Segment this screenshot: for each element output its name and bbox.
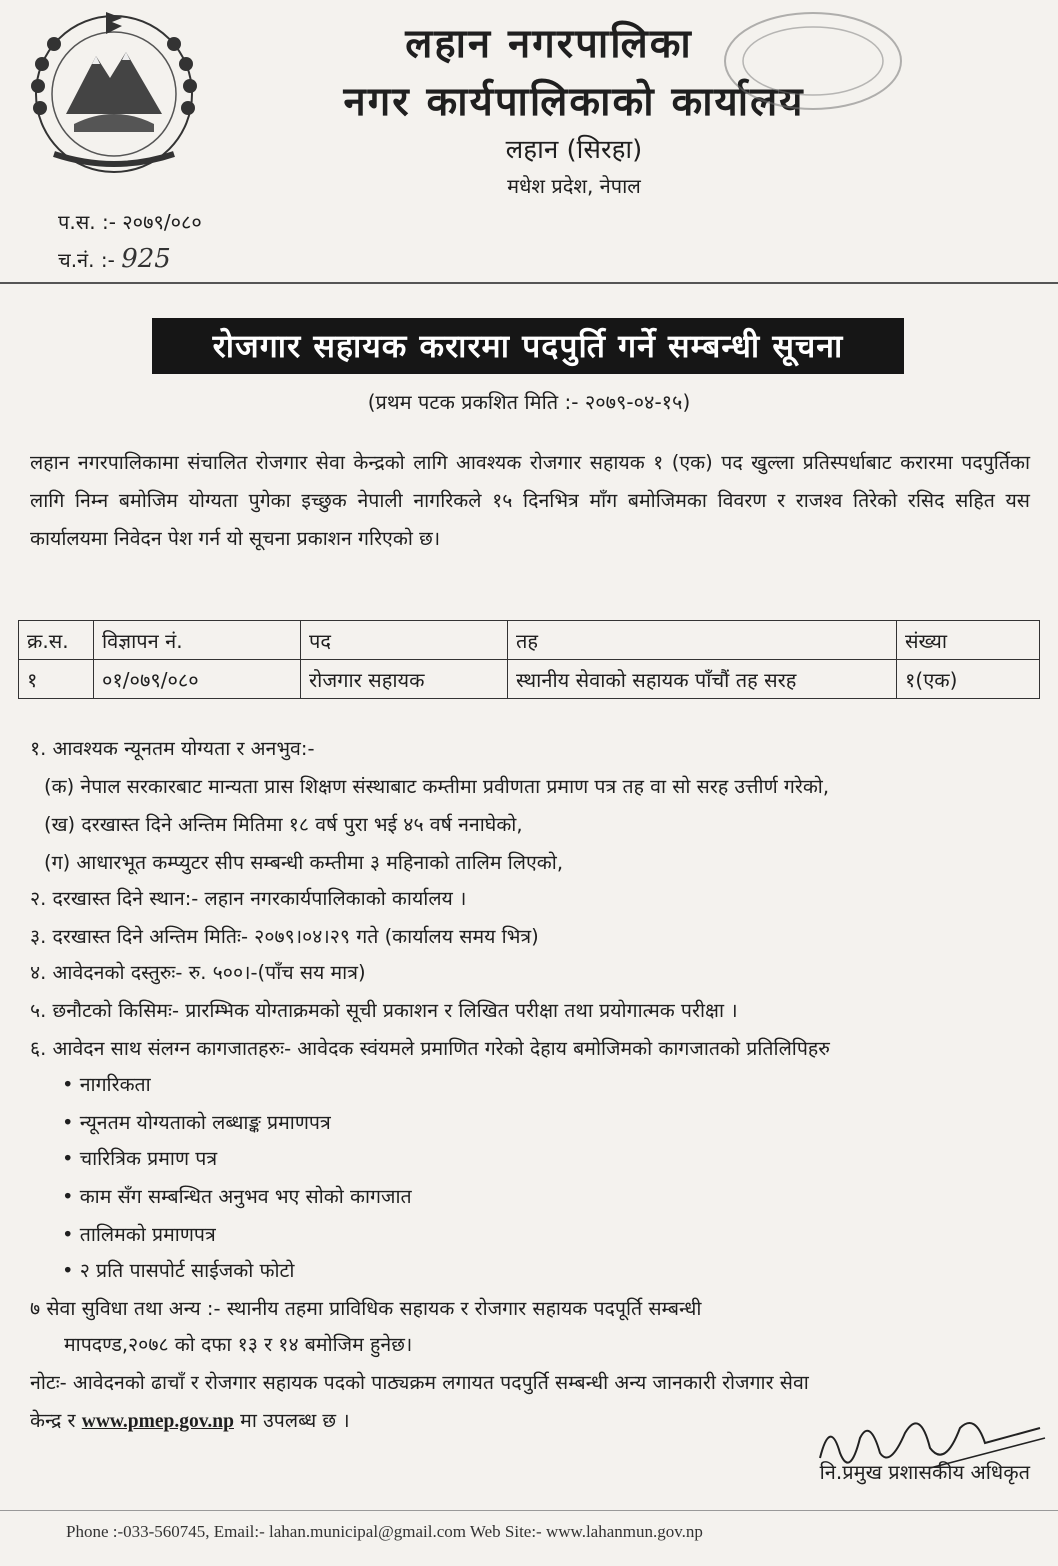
table-cell: ०१/०७९/०८० xyxy=(94,660,301,699)
table-cell: १ xyxy=(19,660,94,699)
header-cell: तह xyxy=(508,621,897,660)
reference-ps xyxy=(58,208,202,235)
cn-label: च.नं. :- xyxy=(58,248,122,272)
contact-footer: Phone :-033-560745, Email:- lahan.municipal@gmail.com Web Site:- www.lahanmun.gov.np xyxy=(66,1522,703,1541)
table-cell: रोजगार सहायक xyxy=(301,660,508,699)
doc-item: • नागरिकता xyxy=(62,1073,151,1096)
header-divider xyxy=(0,282,1058,284)
office-stamp xyxy=(718,6,908,116)
requirement-4: ४. आवेदनको दस्तुरुः- रु. ५००।-(पाँच सय मात्र) xyxy=(30,961,366,984)
doc-item: • काम सँग सम्बन्धित अनुभव भए सोको कागजात xyxy=(62,1185,412,1208)
doc-item: • चारित्रिक प्रमाण पत्र xyxy=(62,1147,218,1170)
cn-value: 925 xyxy=(121,244,171,274)
intro-paragraph: लहान नगरपालिकामा संचालित रोजगार सेवा केन्द्रको लागि आवश्यक रोजगार सहायक १ (एक) पद खुल्ला प्रतिस्पर्धाबाट करारमा पदपुर्तिका लागि निम्न बमोजिम योग्यता पुगेका इच्छुक नेपाली नागरिकले १५ दिनभित्र माँग बमोजिमका विवरण र राजश्व तिरेको रसिद सहित यस कार्यालयमा निवेदन पेश गर्न यो सूचना प्रकाशन गरिएको छ। xyxy=(30,451,1030,550)
footer-divider xyxy=(0,1510,1058,1511)
doc-item: • न्यूनतम योग्यताको लब्धाङ्क प्रमाणपत्र xyxy=(62,1111,331,1134)
requirement-5: ५. छनौटको किसिमः- प्रारम्भिक योग्ताक्रमको सूची प्रकाशन र लिखित परीक्षा तथा प्रयोगात्मक परीक्षा । xyxy=(30,999,738,1022)
pmep-link[interactable]: www.pmep.gov.np xyxy=(81,1411,234,1432)
requirement-6: ६. आवेदन साथ संलग्न कागजातहरुः- आवेदक स्वंयमले प्रमाणित गरेको देहाय बमोजिमको कागजातको प्रतिलिपिहरु xyxy=(30,1037,830,1060)
office-province: मधेश प्रदेश, नेपाल xyxy=(507,174,641,198)
office-location: लहान (सिरहा) xyxy=(505,135,643,165)
requirement-1c: (ग) आधारभूत कम्प्युटर सीप सम्बन्धी कम्तीमा ३ महिनाको तालिम लिएको, xyxy=(44,851,564,874)
requirement-3: ३. दरखास्त दिने अन्तिम मितिः- २०७९।०४।२९ गते (कार्यालय समय भित्र) xyxy=(30,925,539,948)
notice-title: रोजगार सहायक करारमा पदपुर्ति गर्ने सम्बन्धी सूचना xyxy=(152,318,904,374)
header-cell: विज्ञापन नं. xyxy=(94,621,301,660)
table-header-row xyxy=(19,621,1040,660)
header-cell: संख्या xyxy=(897,621,1040,660)
note-text: मा उपलब्ध छ । xyxy=(233,1409,350,1432)
header-cell: क्र.स. xyxy=(19,621,94,660)
publish-date: (प्रथम पटक प्रकशित मिति :- २०७९-०४-१५) xyxy=(367,390,691,414)
vacancy-table xyxy=(18,620,1040,699)
doc-item: • २ प्रति पासपोर्ट साईजको फोटो xyxy=(62,1259,295,1282)
header-cell: पद xyxy=(301,621,508,660)
doc-item: • तालिमको प्रमाणपत्र xyxy=(62,1223,216,1246)
signer-title: नि.प्रमुख प्रशासकीय अधिकृत xyxy=(819,1460,1030,1484)
note-line: नोटः- आवेदनको ढाचाँ र रोजगार सहायक पदको पाठ्यक्रम लगायत पदपुर्ति सम्बन्धी अन्य जानकारी रोजगार सेवा xyxy=(30,1371,809,1394)
requirement-1: १. आवश्यक न्यूनतम योग्यता र अनभुव:- xyxy=(30,737,315,760)
requirement-1a: (क) नेपाल सरकारबाट मान्यता प्रास शिक्षण संस्थाबाट कम्तीमा प्रवीणता प्रमाण पत्र तह वा सो सरह उत्तीर्ण गरेको, xyxy=(44,775,830,798)
note-line-2 xyxy=(30,1406,350,1433)
ps-label: प.स. :- xyxy=(58,210,123,234)
table-row xyxy=(19,660,1040,699)
reference-cn xyxy=(58,244,171,274)
table-cell: स्थानीय सेवाको सहायक पाँचौं तह सरह xyxy=(508,660,897,699)
table-cell: १(एक) xyxy=(897,660,1040,699)
requirement-2: २. दरखास्त दिने स्थान:- लहान नगरकार्यपालिकाको कार्यालय । xyxy=(30,887,467,910)
ps-value: २०७९/०८० xyxy=(122,210,202,234)
office-subtitle: नगर कार्यपालिकाको कार्यालय xyxy=(343,79,805,125)
requirement-7: ७ सेवा सुविधा तथा अन्य :- स्थानीय तहमा प्राविधिक सहायक र रोजगार सहायक पदपूर्ति सम्बन्धी xyxy=(30,1297,702,1320)
note-text: केन्द्र र xyxy=(30,1409,82,1432)
requirement-1b: (ख) दरखास्त दिने अन्तिम मितिमा १८ वर्ष पुरा भई ४५ वर्ष ननाघेको, xyxy=(44,813,523,836)
office-name: लहान नगरपालिका xyxy=(405,21,693,67)
requirement-7-cont: मापदण्ड,२०७८ को दफा १३ र १४ बमोजिम हुनेछ। xyxy=(64,1333,413,1356)
